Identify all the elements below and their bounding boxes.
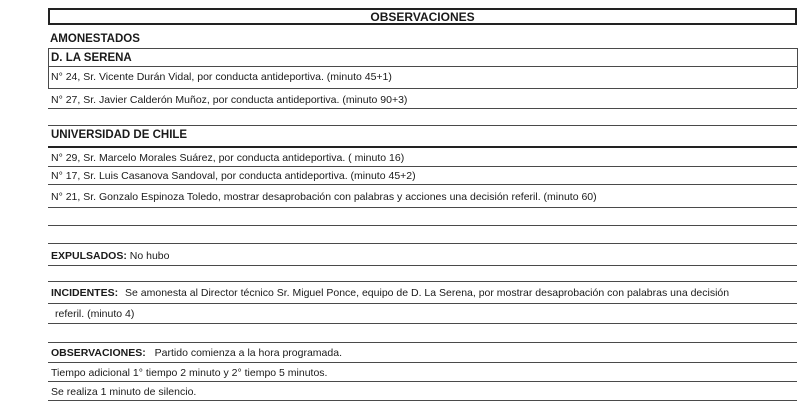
team-name-la-serena: D. LA SERENA — [51, 52, 132, 64]
list-item: N° 27, Sr. Javier Calderón Muñoz, por conducta antideportiva. (minuto 90+3) — [51, 94, 408, 106]
divider — [48, 265, 797, 266]
divider — [48, 146, 797, 148]
observaciones-title-box — [48, 8, 797, 25]
expulsados-label: EXPULSADOS: — [51, 250, 127, 262]
divider — [48, 166, 797, 167]
expulsados-row — [51, 250, 169, 262]
observaciones-row — [51, 347, 342, 359]
divider — [48, 323, 797, 324]
list-item: N° 17, Sr. Luis Casanova Sandoval, por conducta antideportiva. (minuto 45+2) — [51, 170, 416, 182]
divider — [48, 225, 797, 226]
divider — [48, 48, 49, 88]
incidentes-label: INCIDENTES: — [51, 287, 119, 299]
divider — [48, 281, 797, 282]
incidentes-text-continued: referil. (minuto 4) — [55, 308, 135, 320]
incidentes-row — [51, 287, 729, 299]
observaciones-label: OBSERVACIONES: — [51, 347, 146, 359]
list-item: N° 24, Sr. Vicente Durán Vidal, por conducta antideportiva. (minuto 45+1) — [51, 71, 392, 83]
observaciones-line-2: Tiempo adicional 1° tiempo 2 minuto y 2° tiempo 5 minutos. — [51, 367, 328, 379]
divider — [48, 381, 797, 382]
amonestados-heading: AMONESTADOS — [50, 33, 140, 45]
divider — [48, 400, 797, 401]
divider — [48, 184, 797, 185]
list-item: N° 29, Sr. Marcelo Morales Suárez, por conducta antideportiva. ( minuto 16) — [51, 152, 405, 164]
team-name-universidad-de-chile: UNIVERSIDAD DE CHILE — [51, 129, 188, 141]
incidentes-text: Se amonesta al Director técnico Sr. Miguel Ponce, equipo de D. La Serena, por mostrar desaprobación con palabras una decisión — [125, 287, 730, 299]
divider — [48, 125, 797, 126]
observaciones-text: Partido comienza a la hora programada. — [154, 347, 342, 359]
divider — [48, 303, 797, 304]
divider — [48, 108, 797, 109]
divider — [48, 342, 797, 343]
divider — [48, 88, 797, 89]
observaciones-line-3: Se realiza 1 minuto de silencio. — [51, 386, 197, 398]
divider — [48, 66, 797, 67]
list-item: N° 21, Sr. Gonzalo Espinoza Toledo, mostrar desaprobación con palabras y acciones una decisión referil. (minuto 60) — [51, 191, 597, 203]
expulsados-text: No hubo — [129, 250, 170, 262]
page-title: OBSERVACIONES — [370, 10, 475, 24]
divider — [48, 362, 797, 363]
divider — [48, 207, 797, 208]
divider — [48, 243, 797, 244]
divider — [797, 48, 798, 88]
divider — [48, 48, 797, 49]
